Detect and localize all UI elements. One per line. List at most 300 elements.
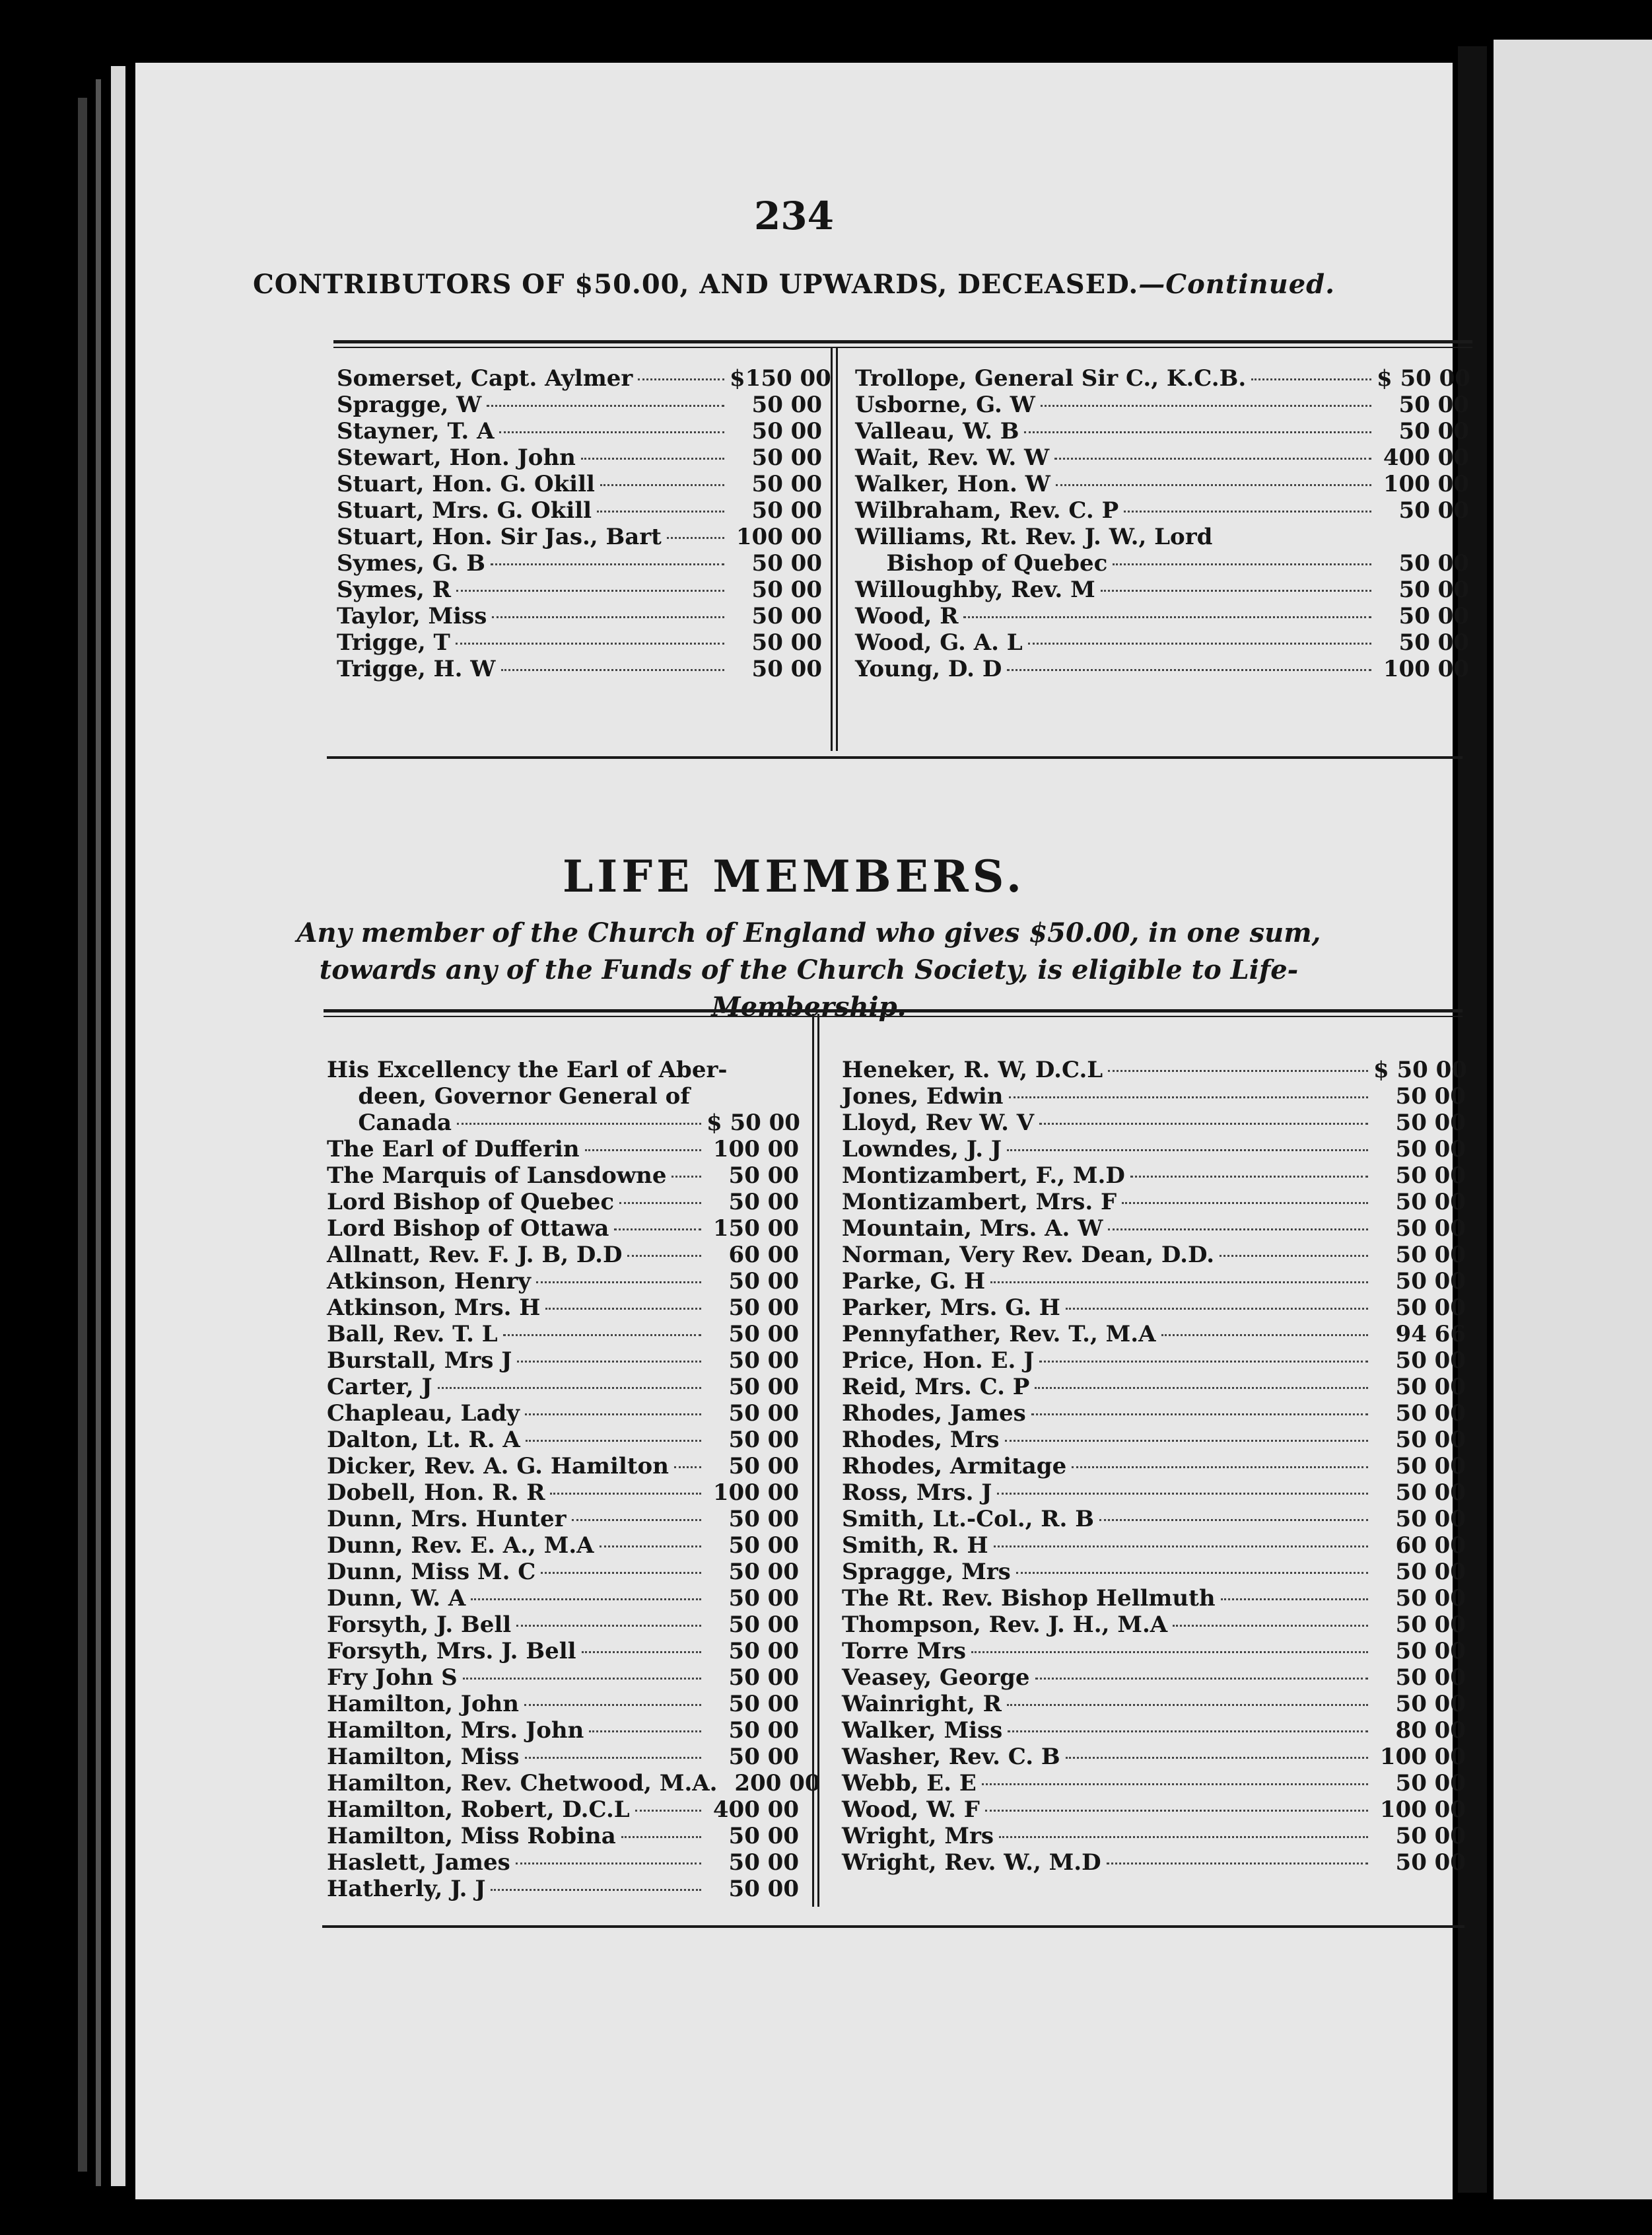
entry-name: Fry John S	[327, 1664, 458, 1691]
entry-name: Jones, Edwin	[842, 1083, 1004, 1110]
list-item	[337, 444, 822, 471]
entry-amount: 50 00	[751, 577, 822, 603]
entry-amount: 50 00	[1395, 1242, 1466, 1268]
entry-name: Wood, R	[855, 603, 959, 629]
leader-dots	[999, 1836, 1368, 1838]
entry-amount: 50 00	[1395, 1374, 1466, 1400]
list-item	[855, 524, 1469, 550]
leader-dots	[1056, 484, 1371, 486]
leader-dots	[1035, 1678, 1368, 1680]
leader-dots	[963, 616, 1371, 618]
list-item	[327, 1374, 799, 1400]
entry-amount: 50 00	[1398, 550, 1469, 577]
list-item	[327, 1559, 799, 1585]
leader-dots	[525, 1413, 701, 1415]
entry-amount: 60 00	[728, 1242, 799, 1268]
entry-amount: 100 00	[712, 1479, 799, 1506]
list-item	[842, 1638, 1466, 1664]
entry-amount: 50 00	[751, 603, 822, 629]
entry-name: Dunn, Mrs. Hunter	[327, 1506, 567, 1532]
column-divider	[831, 347, 838, 751]
facing-page-edge	[1494, 40, 1652, 2199]
list-item	[842, 1268, 1466, 1295]
leader-dots	[1130, 1176, 1368, 1178]
list-item	[842, 1400, 1466, 1427]
entry-name: Wait, Rev. W. W	[855, 444, 1050, 471]
list-item	[337, 656, 822, 682]
entry-name: Haslett, James	[327, 1849, 510, 1876]
entry-amount: 50 00	[1398, 577, 1469, 603]
entry-amount: 50 00	[728, 1162, 799, 1189]
list-item	[842, 1295, 1466, 1321]
leader-dots	[1107, 1863, 1368, 1864]
leader-dots	[438, 1387, 701, 1389]
list-item	[855, 444, 1469, 471]
deceased-list-right	[855, 365, 1469, 682]
entry-name: Atkinson, Henry	[327, 1268, 532, 1295]
entry-name: Ross, Mrs. J	[842, 1479, 992, 1506]
page-stack-edge	[111, 66, 125, 2186]
list-item	[327, 1347, 799, 1374]
list-item	[842, 1664, 1466, 1691]
entry-name: Montizambert, Mrs. F	[842, 1189, 1117, 1215]
leader-dots	[582, 1651, 701, 1653]
entry-name: Symes, G. B	[337, 550, 485, 577]
entry-amount: 50 00	[728, 1532, 799, 1559]
list-item	[842, 1321, 1466, 1347]
list-item	[327, 1770, 821, 1796]
list-item	[842, 1189, 1466, 1215]
leader-dots	[516, 1625, 701, 1627]
entry-amount: 60 00	[1395, 1532, 1466, 1559]
entry-name: Hatherly, J. J	[327, 1876, 486, 1902]
leader-dots	[1039, 1361, 1368, 1363]
leader-dots	[635, 1810, 701, 1812]
entry-name: Usborne, G. W	[855, 392, 1035, 418]
list-item	[855, 471, 1469, 497]
deceased-list-left	[337, 365, 831, 682]
leader-dots	[621, 1836, 701, 1838]
leader-dots	[572, 1519, 702, 1521]
entry-name: Ball, Rev. T. L	[327, 1321, 498, 1347]
leader-dots	[501, 669, 725, 671]
list-item	[337, 550, 822, 577]
life-members-list-right	[842, 1057, 1466, 1876]
list-item	[337, 577, 822, 603]
entry-amount: 50 00	[728, 1347, 799, 1374]
entry-name: Torre Mrs	[842, 1638, 967, 1664]
entry-amount: 50 00	[728, 1849, 799, 1876]
section-heading-continued: —Continued.	[1138, 269, 1336, 300]
entry-name: Wilbraham, Rev. C. P	[855, 497, 1119, 524]
entry-amount: 50 00	[1398, 392, 1469, 418]
leader-dots	[1041, 405, 1371, 407]
leader-dots	[525, 1757, 701, 1759]
entry-name: Dunn, W. A	[327, 1585, 466, 1612]
entry-name: Carter, J	[327, 1374, 432, 1400]
entry-name: Stewart, Hon. John	[337, 444, 576, 471]
list-item	[327, 1057, 799, 1083]
entry-amount: 50 00	[1395, 1559, 1466, 1585]
leader-dots	[638, 378, 724, 380]
entry-name: Forsyth, J. Bell	[327, 1612, 512, 1638]
leader-dots	[667, 537, 724, 539]
list-item	[842, 1215, 1466, 1242]
leader-dots	[526, 1440, 701, 1442]
entry-amount: 50 00	[728, 1453, 799, 1479]
entry-amount: 50 00	[751, 550, 822, 577]
leader-dots	[600, 484, 724, 486]
entry-amount: 50 00	[751, 497, 822, 524]
entry-amount: 400 00	[712, 1796, 799, 1823]
entry-amount: 50 00	[728, 1876, 799, 1902]
leader-dots	[1009, 1096, 1368, 1098]
entry-amount: 50 00	[1395, 1823, 1466, 1849]
list-item	[327, 1189, 799, 1215]
entry-amount: 50 00	[1395, 1295, 1466, 1321]
entry-name: Rhodes, Mrs	[842, 1427, 1000, 1453]
list-item	[842, 1242, 1466, 1268]
entry-name: Williams, Rt. Rev. J. W., Lord	[855, 524, 1213, 550]
leader-dots	[463, 1678, 701, 1680]
list-item	[842, 1083, 1466, 1110]
entry-amount: 50 00	[1398, 629, 1469, 656]
entry-amount: 100 00	[1383, 471, 1469, 497]
entry-amount: 50 00	[728, 1823, 799, 1849]
entry-amount: 50 00	[1395, 1453, 1466, 1479]
list-item	[337, 497, 822, 524]
entry-name: Taylor, Miss	[337, 603, 487, 629]
entry-amount: 50 00	[728, 1427, 799, 1453]
entry-amount: 50 00	[1398, 418, 1469, 444]
page-number: 234	[753, 194, 835, 238]
entry-name: Stuart, Hon. G. Okill	[337, 471, 595, 497]
list-item	[855, 577, 1469, 603]
list-item	[327, 1136, 799, 1162]
list-item	[327, 1400, 799, 1427]
leader-dots	[536, 1281, 701, 1283]
life-members-list-left	[327, 1057, 821, 1902]
entry-name: Young, D. D	[855, 656, 1002, 682]
entry-name: Parker, Mrs. G. H	[842, 1295, 1060, 1321]
list-item	[337, 629, 822, 656]
entry-amount: 400 00	[1383, 444, 1469, 471]
leader-dots	[985, 1810, 1368, 1812]
leader-dots	[585, 1149, 701, 1151]
list-item	[327, 1532, 799, 1559]
list-item	[327, 1268, 799, 1295]
leader-dots	[990, 1281, 1368, 1283]
leader-dots	[1124, 511, 1371, 513]
leader-dots	[971, 1651, 1368, 1653]
leader-dots	[1072, 1466, 1368, 1468]
list-item	[842, 1770, 1466, 1796]
list-item	[327, 1612, 799, 1638]
leader-dots	[1039, 1123, 1368, 1125]
life-members-title: LIFE MEMBERS.	[562, 851, 1026, 902]
double-rule	[324, 1009, 1463, 1017]
list-item	[855, 603, 1469, 629]
entry-name: Norman, Very Rev. Dean, D.D.	[842, 1242, 1215, 1268]
leader-dots	[619, 1202, 701, 1204]
entry-amount: 150 00	[712, 1215, 799, 1242]
entry-name: Bishop of Quebec	[855, 550, 1108, 577]
entry-name: Lowndes, J. J	[842, 1136, 1002, 1162]
entry-amount: 50 00	[751, 418, 822, 444]
entry-name: Price, Hon. E. J	[842, 1347, 1035, 1374]
entry-amount: 50 00	[751, 392, 822, 418]
list-item	[842, 1347, 1466, 1374]
list-item	[855, 365, 1469, 392]
list-item	[855, 550, 1469, 577]
entry-name: Walker, Hon. W	[855, 471, 1050, 497]
leader-dots	[1108, 1228, 1368, 1230]
entry-amount: 50 00	[1398, 603, 1469, 629]
leader-dots	[1173, 1625, 1368, 1627]
list-item	[842, 1532, 1466, 1559]
entry-amount: 50 00	[1395, 1585, 1466, 1612]
entry-amount: 50 00	[728, 1374, 799, 1400]
entry-amount: $ 50 00	[1373, 1057, 1467, 1083]
entry-amount: 50 00	[728, 1638, 799, 1664]
entry-name: Rhodes, James	[842, 1400, 1026, 1427]
entry-name: Hamilton, Mrs. John	[327, 1717, 584, 1744]
entry-name: Somerset, Capt. Aylmer	[337, 365, 633, 392]
entry-amount: 50 00	[1395, 1136, 1466, 1162]
list-item	[327, 1744, 799, 1770]
leader-dots	[1220, 1255, 1368, 1257]
entry-amount: $ 50 00	[706, 1110, 800, 1136]
entry-amount: 50 00	[728, 1744, 799, 1770]
life-members-intro: Any member of the Church of England who gives $50.00, in one sum, towards any of the Funds of the Church Society, is eligible to Life-Membership.	[296, 917, 1321, 1022]
list-item	[855, 629, 1469, 656]
list-item	[327, 1664, 799, 1691]
leader-dots	[1161, 1334, 1369, 1336]
entry-amount: 50 00	[728, 1664, 799, 1691]
leader-dots	[997, 1493, 1368, 1495]
leader-dots	[614, 1228, 701, 1230]
leader-dots	[1101, 590, 1371, 592]
list-item	[337, 418, 822, 444]
leader-dots	[456, 643, 724, 645]
list-item	[842, 1744, 1466, 1770]
list-item	[327, 1638, 799, 1664]
entry-name: Mountain, Mrs. A. W	[842, 1215, 1103, 1242]
leader-dots	[1113, 563, 1371, 565]
double-rule	[333, 340, 1472, 348]
list-item	[327, 1162, 799, 1189]
entry-name: Reid, Mrs. C. P	[842, 1374, 1030, 1400]
entry-amount: 50 00	[728, 1585, 799, 1612]
list-item	[337, 471, 822, 497]
entry-name: Montizambert, F., M.D	[842, 1162, 1125, 1189]
leader-dots	[1007, 669, 1371, 671]
entry-name: Chapleau, Lady	[327, 1400, 520, 1427]
entry-name: Rhodes, Armitage	[842, 1453, 1067, 1479]
leader-dots	[1024, 431, 1371, 433]
entry-name: Wright, Rev. W., M.D	[842, 1849, 1101, 1876]
list-item	[842, 1849, 1466, 1876]
entry-name: Atkinson, Mrs. H	[327, 1295, 541, 1321]
leader-dots	[600, 1545, 701, 1547]
list-item	[842, 1479, 1466, 1506]
entry-amount: 50 00	[1395, 1612, 1466, 1638]
entry-name: Symes, R	[337, 577, 451, 603]
entry-name: Stayner, T. A	[337, 418, 495, 444]
list-item	[842, 1796, 1466, 1823]
leader-dots	[1251, 378, 1371, 380]
entry-name: Burstall, Mrs J	[327, 1347, 512, 1374]
leader-dots	[581, 458, 724, 460]
entry-name: His Excellency the Earl of Aber-	[327, 1057, 728, 1083]
entry-name: Wood, G. A. L	[855, 629, 1023, 656]
list-item	[337, 365, 831, 392]
section-heading-text: CONTRIBUTORS OF $50.00, AND UPWARDS, DECEASED.	[252, 269, 1139, 300]
entry-name: Hamilton, Miss	[327, 1744, 520, 1770]
leader-dots	[1108, 1070, 1368, 1072]
leader-dots	[1035, 1387, 1368, 1389]
entry-name: Heneker, R. W, D.C.L	[842, 1057, 1103, 1083]
list-item	[842, 1559, 1466, 1585]
entry-name: Trigge, H. W	[337, 656, 496, 682]
entry-amount: 100 00	[712, 1136, 799, 1162]
entry-name: Spragge, W	[337, 392, 482, 418]
list-item	[327, 1796, 799, 1823]
leader-dots	[1099, 1519, 1368, 1521]
leader-dots	[517, 1361, 701, 1363]
entry-name: Wright, Mrs	[842, 1823, 994, 1849]
entry-name: Veasey, George	[842, 1664, 1030, 1691]
list-item	[842, 1057, 1466, 1083]
leader-dots	[627, 1255, 701, 1257]
entry-amount: 50 00	[1395, 1427, 1466, 1453]
entry-name: Lloyd, Rev W. V	[842, 1110, 1035, 1136]
leader-dots	[491, 563, 724, 565]
list-item	[327, 1823, 799, 1849]
entry-name: The Marquis of Lansdowne	[327, 1162, 667, 1189]
leader-dots	[1122, 1202, 1368, 1204]
entry-amount: 50 00	[751, 471, 822, 497]
entry-amount: $ 50 00	[1377, 365, 1470, 392]
list-item	[842, 1717, 1466, 1744]
book-spine-edge	[78, 98, 87, 2172]
entry-amount: 50 00	[728, 1189, 799, 1215]
leader-dots	[1008, 1730, 1368, 1732]
list-item	[842, 1374, 1466, 1400]
list-item	[327, 1479, 799, 1506]
leader-dots	[541, 1572, 701, 1574]
entry-name: Trigge, T	[337, 629, 450, 656]
entry-name: Dunn, Rev. E. A., M.A	[327, 1532, 594, 1559]
list-item	[855, 392, 1469, 418]
entry-name: Dobell, Hon. R. R	[327, 1479, 545, 1506]
list-item	[842, 1506, 1466, 1532]
entry-name: Webb, E. E	[842, 1770, 977, 1796]
entry-name: Parke, G. H	[842, 1268, 986, 1295]
entry-name: Walker, Miss	[842, 1717, 1003, 1744]
entry-name: Thompson, Rev. J. H., M.A	[842, 1612, 1168, 1638]
entry-amount: 100 00	[736, 524, 822, 550]
list-item	[337, 524, 822, 550]
entry-name: Dalton, Lt. R. A	[327, 1427, 520, 1453]
entry-amount: 100 00	[1383, 656, 1469, 682]
section-heading	[135, 269, 1453, 300]
list-item	[327, 1427, 799, 1453]
leader-dots	[516, 1863, 701, 1864]
entry-name: Stuart, Hon. Sir Jas., Bart	[337, 524, 662, 550]
list-item	[842, 1823, 1466, 1849]
entry-amount: 50 00	[751, 444, 822, 471]
entry-amount: 80 00	[1395, 1717, 1466, 1744]
entry-amount: 50 00	[728, 1321, 799, 1347]
list-item	[842, 1136, 1466, 1162]
list-item	[327, 1215, 799, 1242]
entry-amount: 50 00	[1395, 1162, 1466, 1189]
leader-dots	[1007, 1704, 1368, 1706]
leader-dots	[671, 1176, 701, 1178]
entry-amount: 50 00	[728, 1400, 799, 1427]
list-item	[855, 497, 1469, 524]
list-item	[327, 1849, 799, 1876]
list-item	[327, 1453, 799, 1479]
leader-dots	[457, 1123, 701, 1125]
entry-name: Pennyfather, Rev. T., M.A	[842, 1321, 1156, 1347]
entry-amount: 100 00	[1379, 1796, 1466, 1823]
list-item	[327, 1506, 799, 1532]
entry-amount: 50 00	[1395, 1347, 1466, 1374]
leader-dots	[1054, 458, 1371, 460]
leader-dots	[499, 431, 724, 433]
list-item	[337, 603, 822, 629]
entry-amount: 50 00	[728, 1691, 799, 1717]
entry-name: Lord Bishop of Quebec	[327, 1189, 615, 1215]
entry-name: Dicker, Rev. A. G. Hamilton	[327, 1453, 669, 1479]
list-item	[855, 418, 1469, 444]
entry-amount: 50 00	[728, 1559, 799, 1585]
rule	[322, 1925, 1464, 1928]
leader-dots	[491, 1889, 701, 1891]
entry-amount: 50 00	[728, 1506, 799, 1532]
entry-amount: 50 00	[1395, 1400, 1466, 1427]
list-item	[327, 1691, 799, 1717]
leader-dots	[524, 1704, 701, 1706]
entry-name: Trollope, General Sir C., K.C.B.	[855, 365, 1247, 392]
entry-name: Valleau, W. B	[855, 418, 1019, 444]
list-item	[842, 1585, 1466, 1612]
list-item	[327, 1083, 799, 1110]
book-page	[135, 63, 1470, 2199]
list-item	[327, 1717, 799, 1744]
entry-amount: 50 00	[728, 1268, 799, 1295]
entry-amount: 50 00	[751, 629, 822, 656]
entry-name: Smith, Lt.-Col., R. B	[842, 1506, 1094, 1532]
entry-amount: 50 00	[1395, 1479, 1466, 1506]
leader-dots	[597, 511, 724, 513]
entry-amount: 50 00	[1395, 1770, 1466, 1796]
entry-amount: 50 00	[751, 656, 822, 682]
entry-name: Allnatt, Rev. F. J. B, D.D	[327, 1242, 623, 1268]
entry-name: Forsyth, Mrs. J. Bell	[327, 1638, 576, 1664]
entry-amount: 50 00	[1395, 1110, 1466, 1136]
leader-dots	[1007, 1149, 1368, 1151]
entry-amount: 50 00	[1395, 1638, 1466, 1664]
entry-name: Washer, Rev. C. B	[842, 1744, 1060, 1770]
entry-name: Lord Bishop of Ottawa	[327, 1215, 609, 1242]
leader-dots	[487, 405, 724, 407]
entry-amount: 50 00	[1395, 1506, 1466, 1532]
list-item	[327, 1242, 799, 1268]
entry-name: Wood, W. F	[842, 1796, 980, 1823]
